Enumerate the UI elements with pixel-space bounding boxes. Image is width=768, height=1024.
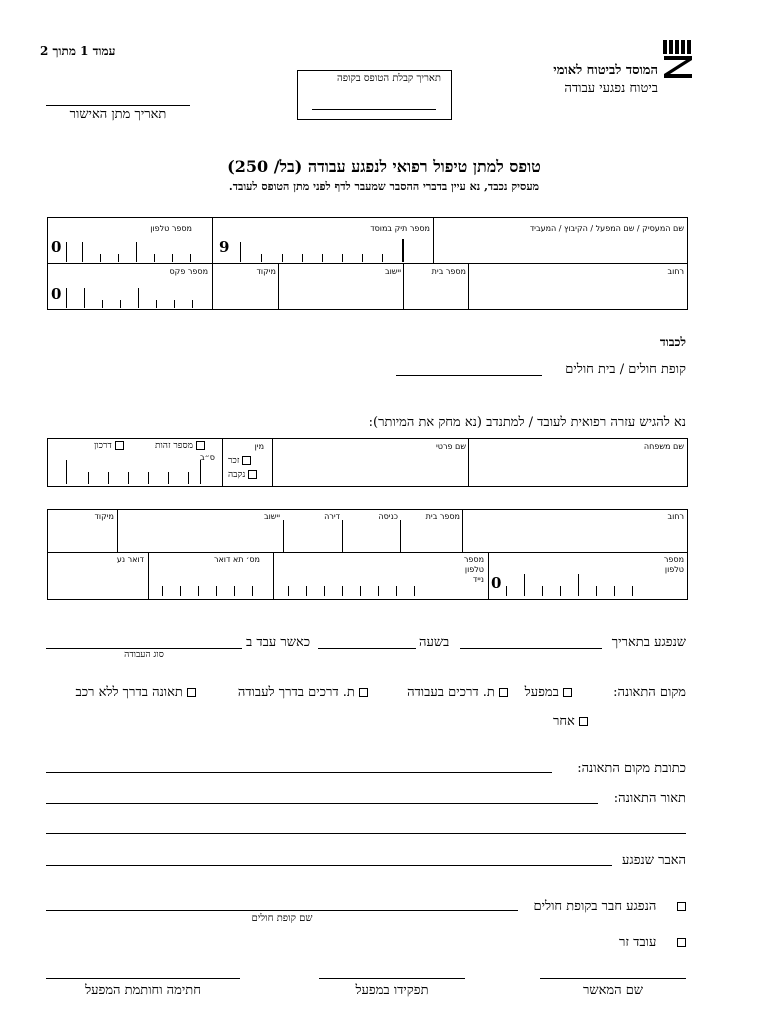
gender-female-option[interactable] (228, 469, 257, 480)
employer-name-label: שם המעסיק / שם המפעל / הקיבוץ / המעביד (529, 224, 684, 233)
house-number-label: מספר בית (431, 267, 466, 276)
accident-place-no-vehicle-option[interactable] (75, 684, 196, 700)
role-in-plant-label: תפקידו במפעל (355, 983, 429, 998)
street-field[interactable] (470, 280, 684, 308)
road-work-checkbox[interactable] (499, 688, 508, 697)
file-number-prefix: 9 (219, 238, 230, 256)
accident-address-label: כתובת מקום התאונה: (577, 761, 686, 776)
worker-entrance-field[interactable] (344, 523, 398, 550)
mail-delivery-field[interactable] (49, 570, 146, 598)
female-label: נקבה (228, 470, 246, 480)
file-number-label: מספר תיק במוסד (370, 224, 430, 233)
zip-label: מיקוד (256, 267, 276, 276)
injury-hour-label: בשעה (419, 635, 450, 650)
department-name: ביטוח נפגעי עבודה (564, 81, 658, 96)
institute-name: המוסד לביטוח לאומי (553, 63, 658, 78)
worker-entrance-label: כניסה (378, 512, 398, 521)
po-box-label: מס׳ תא דואר (213, 555, 260, 564)
id-number-checkbox[interactable] (196, 441, 205, 450)
injured-organ-label: האבר שנפגע (622, 853, 686, 868)
file-number-field[interactable] (230, 236, 430, 262)
worker-street-field[interactable] (464, 523, 684, 550)
plant-label: במפעל (524, 685, 559, 700)
other-checkbox[interactable] (579, 717, 588, 726)
national-insurance-logo (662, 40, 694, 78)
road-to-work-checkbox[interactable] (359, 688, 368, 697)
phone-label: מספר טלפון (150, 224, 192, 233)
accident-place-road-work-option[interactable] (407, 684, 508, 700)
receipt-date-box (297, 70, 452, 120)
clinic-member-checkbox[interactable] (677, 902, 686, 911)
injured-organ-field[interactable] (46, 865, 612, 866)
road-to-work-label: ת. דרכים בדרך לעבודה (237, 685, 355, 700)
clinic-label: קופת חולים / בית חולים (565, 362, 686, 377)
id-number-option[interactable] (155, 440, 205, 451)
passport-checkbox[interactable] (115, 441, 124, 450)
phone-prefix: 0 (51, 238, 62, 256)
clinic-name-label: שם קופת חולים (251, 913, 313, 924)
request-text: נא להגיש עזרה רפואית לעובד / למתנדב (נא מחק את המיותר): (368, 415, 686, 430)
street-label: רחוב (667, 267, 684, 276)
page-indicator: עמוד 1 מתוך 2 (40, 44, 116, 58)
signature-stamp-label: חתימה וחותמת המפעל (85, 983, 201, 998)
phone-field[interactable] (62, 236, 210, 262)
honorific: לכבוד (659, 335, 686, 349)
worker-city-label: יישוב (263, 512, 280, 521)
worker-phone-label: מספר טלפון (663, 555, 684, 574)
passport-label: דרכון (94, 441, 112, 451)
house-number-field[interactable] (405, 280, 466, 308)
approver-name-field[interactable] (540, 978, 686, 979)
accident-description-field-line2[interactable] (46, 833, 686, 834)
role-in-plant-field[interactable] (319, 978, 465, 979)
accident-place-road-to-work-option[interactable] (238, 684, 368, 700)
injury-date-field[interactable] (460, 648, 602, 649)
injury-date-label: שנפגע בתאריך (611, 635, 686, 650)
worker-zip-label: מיקוד (94, 512, 114, 521)
foreign-worker-label: עובד זר (618, 935, 657, 950)
clinic-name-field[interactable] (46, 910, 518, 911)
gender-male-option[interactable] (228, 455, 251, 466)
work-type-label: סוג העבודה (124, 650, 164, 660)
last-name-field[interactable] (470, 454, 684, 484)
foreign-worker-option[interactable] (619, 934, 686, 950)
accident-description-field[interactable] (46, 803, 598, 804)
form-subtitle: מעסיק נכבד, נא עיין בדברי ההסבר שמעבר לדף לפני מתן הטופס לעובד. (228, 180, 540, 193)
employer-name-field[interactable] (436, 236, 684, 260)
plant-checkbox[interactable] (563, 688, 572, 697)
worker-apartment-field[interactable] (285, 523, 340, 550)
no-vehicle-checkbox[interactable] (187, 688, 196, 697)
worker-street-label: רחוב (667, 512, 684, 521)
road-work-label: ת. דרכים בעבודה (407, 685, 495, 700)
gender-label: מין (254, 442, 264, 451)
passport-option[interactable] (94, 440, 124, 451)
accident-place-label: מקום התאונה: (613, 685, 686, 700)
first-name-label: שם פרטי (435, 442, 466, 451)
first-name-field[interactable] (274, 454, 466, 484)
fax-field[interactable] (62, 282, 210, 308)
male-label: זכר (228, 456, 240, 466)
city-field[interactable] (280, 280, 401, 308)
injury-hour-field[interactable] (318, 648, 416, 649)
while-working-label: כאשר עבד ב (246, 635, 311, 650)
worker-house-number-label: מספר בית (425, 512, 460, 521)
foreign-worker-checkbox[interactable] (677, 938, 686, 947)
accident-description-label: תאור התאונה: (613, 791, 686, 806)
approver-name-label: שם המאשר (582, 983, 644, 998)
worker-house-number-field[interactable] (402, 523, 460, 550)
mail-delivery-label: דואר נע (116, 555, 144, 564)
receipt-date-label: תאריך קבלת הטופס בקופה (336, 73, 441, 84)
clinic-member-option[interactable] (534, 898, 687, 914)
mobile-prefix: 0 (491, 574, 502, 592)
worker-zip-field[interactable] (49, 523, 115, 550)
zip-field[interactable] (214, 280, 276, 308)
receipt-date-field[interactable] (312, 109, 436, 110)
fax-prefix: 0 (51, 285, 62, 303)
accident-place-plant-option[interactable] (525, 684, 572, 700)
accident-place-other-option[interactable] (553, 713, 588, 729)
approval-date-label: תאריך מתן האישור (69, 107, 167, 122)
id-number-label: מספר זהות (155, 441, 193, 451)
worker-mobile-field[interactable] (276, 572, 452, 598)
id-number-field[interactable] (50, 456, 220, 486)
form-title: טופס למתן טיפול רפואי לנפגע עבודה (בל/ 250) (227, 157, 541, 176)
worker-phone-field[interactable] (500, 570, 650, 598)
signature-stamp-field[interactable] (46, 978, 240, 979)
no-vehicle-label: תאונה בדרך ללא רכב (75, 685, 183, 700)
worker-city-field[interactable] (119, 523, 281, 550)
other-label: אחר (552, 714, 575, 729)
id-check-digit-label: ס״ב (200, 453, 215, 462)
worker-mobile-label: מספר טלפון נייד (463, 555, 484, 584)
accident-address-field[interactable] (46, 772, 552, 773)
worker-apartment-label: דירה (324, 512, 340, 521)
po-box-field[interactable] (150, 572, 271, 598)
last-name-label: שם משפחה (643, 442, 684, 451)
clinic-member-label: הנפגע חבר בקופת חולים (533, 899, 657, 914)
male-checkbox[interactable] (242, 456, 251, 465)
female-checkbox[interactable] (248, 470, 257, 479)
clinic-field[interactable] (396, 375, 542, 376)
fax-label: מספר פקס (169, 267, 208, 276)
city-label: יישוב (384, 267, 401, 276)
